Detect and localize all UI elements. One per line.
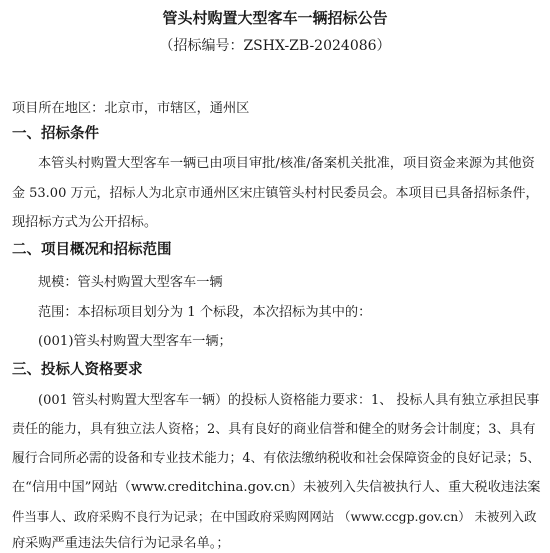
section-2-heading: 二、项目概况和招标范围: [12, 241, 172, 258]
section-3-line: 履行合同所必需的设备和专业技术能力；4、有依法缴纳税收和社会保障资金的良好记录；5、: [12, 451, 541, 466]
section-1-heading: 一、招标条件: [12, 125, 99, 142]
section-2-line: 范围：本招标项目划分为 1 个标段，本次招标为其中的：: [38, 305, 372, 320]
section-3-line: 件当事人、政府采购不良行为记录；在中国政府采购网网站 （www.ccgp.gov.cn） 未被列入政: [12, 509, 537, 524]
section-2-line: 规模：管头村购置大型客车一辆: [38, 275, 223, 290]
section-1-line: 现招标方式为公开招标。: [12, 215, 158, 230]
tender-code: （招标编号：ZSHX-ZB-2024086）: [159, 38, 391, 54]
section-1-line: 本管头村购置大型客车一辆已由项目审批/核准/备案机关批准，项目资金来源为其他资: [38, 156, 535, 171]
section-2-line: (001)管头村购置大型客车一辆；: [38, 334, 232, 349]
section-3-line: 府采购严重违法失信行为记录名单。；: [12, 536, 230, 551]
document-title: 管头村购置大型客车一辆招标公告: [162, 9, 388, 27]
project-location: 项目所在地区：北京市，市辖区，通州区: [12, 101, 250, 116]
section-3-line: (001 管头村购置大型客车一辆）的投标人资格能力要求：1、 投标人具有独立承担民事: [38, 393, 540, 408]
section-3-line: 责任的能力，具有独立法人资格；2、具有良好的商业信誉和健全的财务会计制度；3、具有: [12, 422, 536, 437]
section-1-line: 金 53.00 万元，招标人为北京市通州区宋庄镇管头村村民委员会。本项目已具备招标条件，: [12, 186, 539, 201]
section-3-heading: 三、投标人资格要求: [12, 361, 143, 378]
section-3-line: 在“信用中国”网站（www.creditchina.gov.cn）未被列入失信被执行人、重大税收违法案: [12, 480, 541, 495]
